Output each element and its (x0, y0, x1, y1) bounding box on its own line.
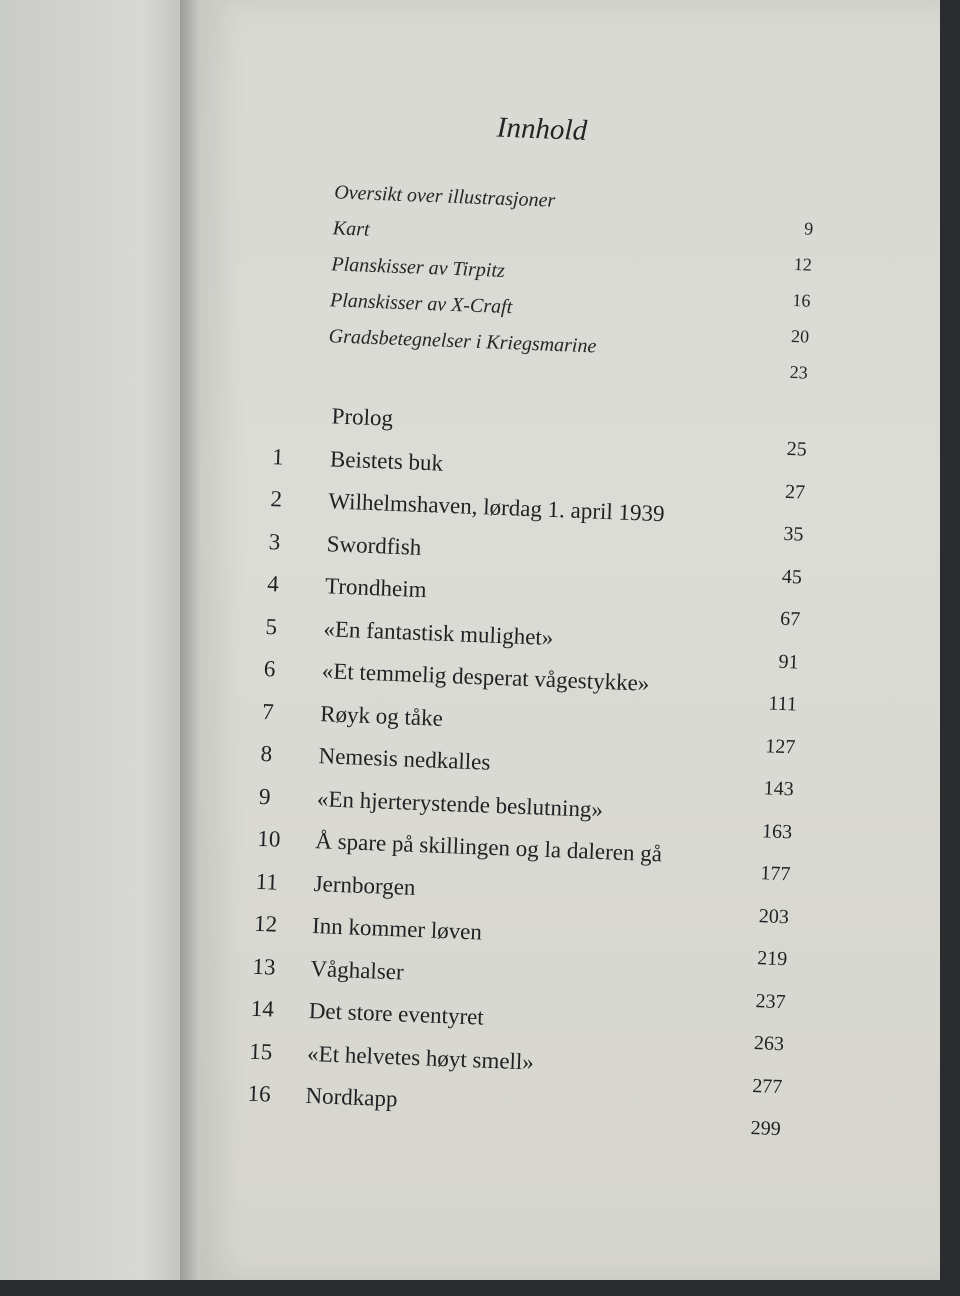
chapter-page: 237 (755, 989, 786, 1013)
chapter-title: «Et temmelig desperat vågestykke» (321, 658, 650, 696)
chapter-page: 177 (760, 862, 791, 886)
chapter-title: «En hjerterystende beslutning» (316, 785, 604, 822)
chapter-number: 5 (265, 613, 278, 639)
chapter-title: Nordkapp (305, 1082, 399, 1112)
chapter-page: 91 (778, 650, 800, 673)
chapter-page: 277 (751, 1074, 783, 1098)
chapter-number: 6 (263, 655, 276, 682)
entry-page: 12 (793, 254, 813, 275)
chapter-title: Det store eventyret (308, 997, 485, 1030)
chapter-page: 143 (763, 777, 795, 801)
left-page (0, 0, 200, 1280)
chapter-list (241, 401, 808, 1144)
toc-page (175, 0, 960, 1296)
chapter-page: 127 (764, 734, 796, 758)
chapter-title: Røyk og tåke (319, 700, 444, 731)
chapter-title: «Et helvetes høyt smell» (306, 1040, 535, 1075)
chapter-number: 1 (271, 443, 285, 470)
entry-page: 20 (790, 325, 810, 347)
entry-page: 23 (789, 361, 809, 383)
entry-page: 9 (803, 218, 814, 239)
chapter-number: 2 (270, 486, 283, 512)
chapter-number: 15 (248, 1038, 273, 1065)
chapter-number: 8 (260, 740, 273, 767)
chapter-page: 203 (758, 904, 790, 928)
chapter-number: 4 (266, 571, 280, 597)
chapter-number: 10 (256, 825, 281, 852)
chapter-number: 13 (252, 953, 277, 980)
chapter-number: 16 (247, 1080, 272, 1107)
chapter-title: Nemesis nedkalles (318, 743, 491, 775)
front-matter-list (328, 181, 815, 383)
chapter-title: Jernborgen (313, 870, 416, 900)
chapter-page: 35 (783, 522, 804, 546)
chapter-page: 25 (786, 437, 808, 461)
chapter-title: Beistets buk (329, 445, 444, 476)
entry-title: Planskisser av Tirpitz (331, 253, 506, 282)
entry-title: Oversikt over illustrasjoner (333, 181, 556, 212)
entry-title: Planskisser av X-Craft (329, 289, 513, 319)
chapter-page: 219 (756, 947, 788, 971)
chapter-number: 11 (255, 868, 279, 895)
chapter-number: 9 (258, 783, 272, 809)
chapter-number: 14 (250, 995, 275, 1022)
chapter-number: 12 (253, 910, 278, 937)
chapter-title: Inn kommer løven (311, 913, 483, 945)
chapter-number: 7 (261, 698, 275, 724)
entry-title: Kart (332, 217, 370, 241)
chapter-title: Wilhelmshaven, lørdag 1. april 1939 (327, 488, 666, 527)
chapter-number: 3 (268, 528, 281, 555)
chapter-page: 67 (779, 607, 801, 631)
chapter-page: 163 (761, 819, 793, 843)
chapter-title: Trondheim (324, 573, 427, 603)
chapter-title: «En fantastisk mulighet» (323, 615, 554, 650)
chapter-title: Prolog (331, 403, 394, 431)
chapter-page: 263 (753, 1032, 785, 1056)
chapter-title: Swordfish (326, 530, 422, 560)
chapter-page: 45 (781, 565, 803, 589)
right-page (200, 0, 940, 1280)
chapter-page: 111 (768, 692, 798, 716)
chapter-title: Å spare på skillingen og la daleren gå (314, 828, 663, 867)
chapter-page: 299 (750, 1117, 782, 1141)
chapter-title: Våghalser (310, 955, 405, 985)
entry-page: 16 (792, 289, 811, 311)
page-title: Innhold (496, 111, 588, 147)
chapter-number (267, 421, 331, 423)
chapter-page: 27 (784, 480, 806, 504)
entry-title: Gradsbetegnelser i Kriegsmarine (328, 325, 597, 358)
